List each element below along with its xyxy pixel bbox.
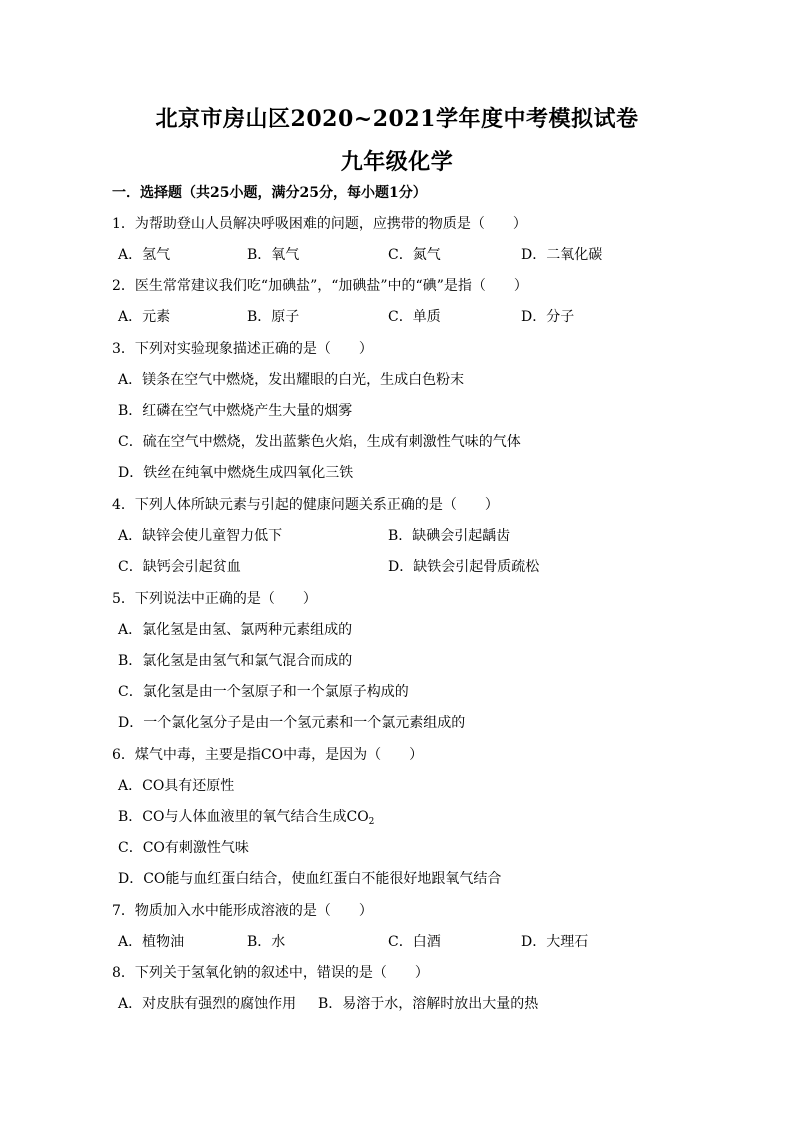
question-7-option-c: C．白酒 — [388, 934, 441, 950]
question-5-option-d: D．一个氯化氢分子是由一个氢元素和一个氯元素组成的 — [118, 715, 466, 731]
question-6-option-d: D．CO能与血红蛋白结合，使血红蛋白不能很好地跟氧气结合 — [118, 871, 502, 887]
question-3-option-c: C．硫在空气中燃烧，发出蓝紫色火焰，生成有刺激性气味的气体 — [118, 434, 521, 450]
question-3-stem: 3．下列对实验现象描述正确的是（ ） — [112, 341, 373, 357]
question-4-option-a: A．缺锌会使儿童智力低下 — [118, 528, 283, 544]
exam-title: 北京市房山区2020~2021学年度中考模拟试卷 — [155, 106, 639, 132]
question-1-stem: 1．为帮助登山人员解决呼吸困难的问题，应携带的物质是（ ） — [112, 216, 527, 232]
question-6-stem: 6．煤气中毒，主要是指CO中毒，是因为（ ） — [112, 747, 424, 763]
question-8-stem: 8．下列关于氢氧化钠的叙述中，错误的是（ ） — [112, 965, 429, 981]
question-7-stem: 7．物质加入水中能形成溶液的是（ ） — [112, 903, 373, 919]
question-3-option-b: B．红磷在空气中燃烧产生大量的烟雾 — [118, 403, 353, 419]
question-4-option-d: D．缺铁会引起骨质疏松 — [388, 559, 540, 575]
question-1-option-b: B．氧气 — [247, 247, 300, 263]
question-5-stem: 5．下列说法中正确的是（ ） — [112, 591, 317, 607]
question-1-option-d: D．二氧化碳 — [521, 247, 603, 263]
question-6-option-b — [118, 808, 374, 831]
question-6-option-b-text: B．CO与人体血液里的氧气结合生成CO — [118, 809, 369, 825]
question-5-option-a: A．氯化氢是由氢、氯两种元素组成的 — [118, 622, 353, 638]
question-6-option-c: C．CO有刺激性气味 — [118, 840, 249, 856]
question-5-option-c: C．氯化氢是由一个氢原子和一个氯原子构成的 — [118, 684, 409, 700]
question-5-option-b: B．氯化氢是由氢气和氯气混合而成的 — [118, 653, 353, 669]
question-3-option-d: D．铁丝在纯氧中燃烧生成四氧化三铁 — [118, 465, 354, 481]
question-2-option-b: B．原子 — [247, 309, 300, 325]
question-7-option-a: A．植物油 — [118, 934, 185, 950]
question-2-stem: 2．医生常常建议我们吃“加碘盐”，“加碘盐”中的“碘”是指（ ） — [112, 278, 528, 294]
section-heading: 一．选择题（共25小题，满分25分，每小题1分） — [112, 185, 427, 201]
question-1-option-c: C．氮气 — [388, 247, 441, 263]
question-8-option-b: B．易溶于水，溶解时放出大量的热 — [318, 996, 539, 1012]
exam-subtitle: 九年级化学 — [340, 149, 454, 175]
question-7-option-d: D．大理石 — [521, 934, 589, 950]
question-3-option-a: A．镁条在空气中燃烧，发出耀眼的白光，生成白色粉末 — [118, 372, 465, 388]
question-8-option-a: A．对皮肤有强烈的腐蚀作用 — [118, 996, 297, 1012]
co2-subscript: 2 — [368, 817, 375, 827]
question-2-option-c: C．单质 — [388, 309, 441, 325]
question-4-option-b: B．缺碘会引起龋齿 — [388, 528, 511, 544]
question-4-stem: 4．下列人体所缺元素与引起的健康问题关系正确的是（ ） — [112, 497, 499, 513]
question-2-option-a: A．元素 — [118, 309, 171, 325]
question-4-option-c: C．缺钙会引起贫血 — [118, 559, 241, 575]
question-6-option-a: A．CO具有还原性 — [118, 778, 235, 794]
question-1-option-a: A．氢气 — [118, 247, 171, 263]
question-7-option-b: B．水 — [247, 934, 286, 950]
question-2-option-d: D．分子 — [521, 309, 575, 325]
